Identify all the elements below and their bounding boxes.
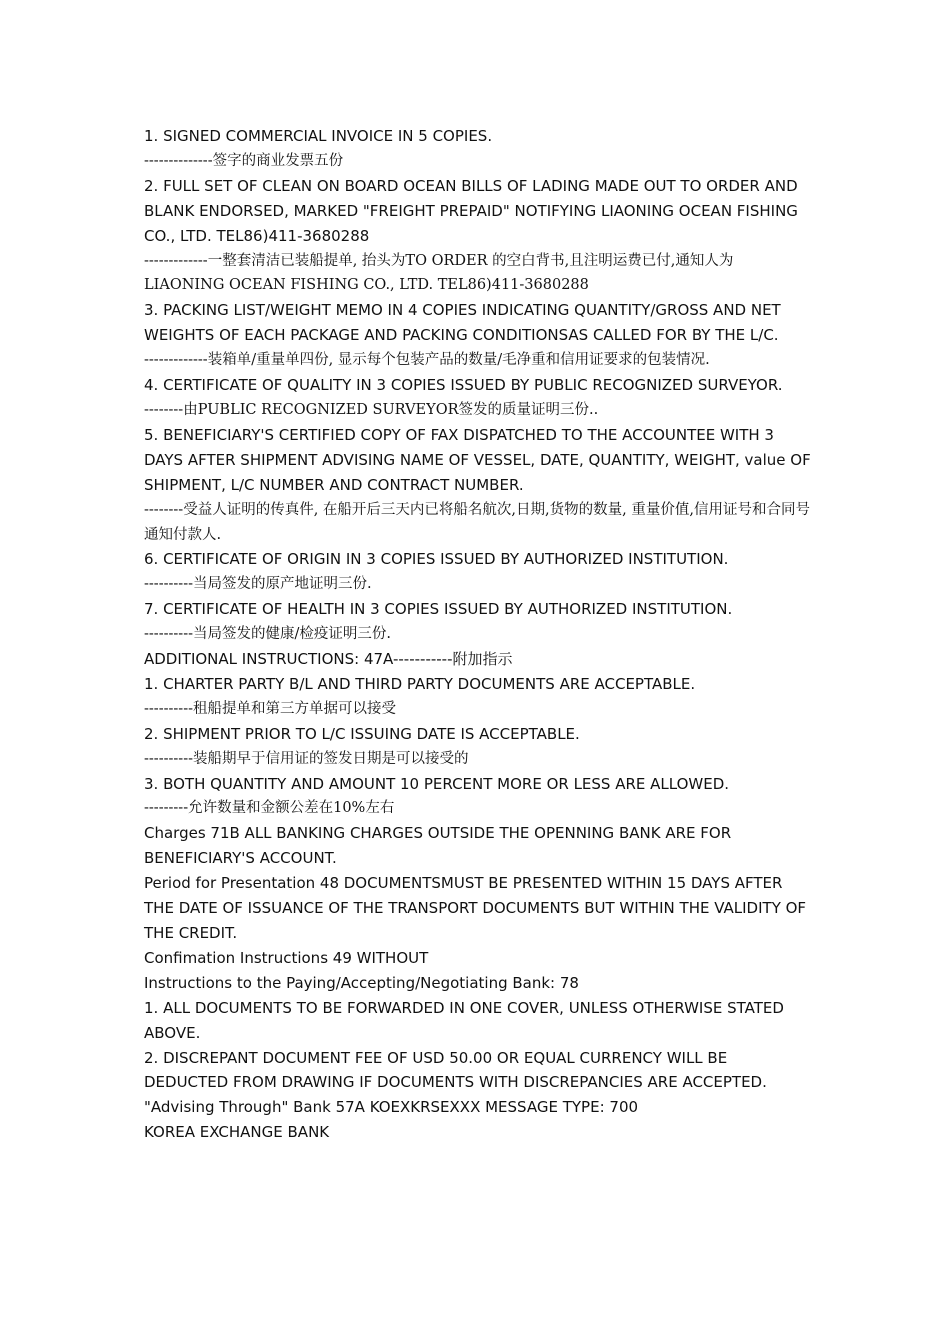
doc-line: 5. BENEFICIARY'S CERTIFIED COPY OF FAX DISPATCHED TO THE ACCOUNTEE WITH 3 DAYS AFTER SHIPMENT ADVISING NAME OF VESSEL, DATE, QUANTITY, WEIGHT, value OF SHIPMENT, L/C NUMBER AND CONTRACT NUMBER.: [144, 425, 811, 494]
doc-line-translation: ----------当局签发的健康/检疫证明三份.: [144, 626, 391, 643]
doc-line: "Advising Through" Bank 57A KOEXKRSEXXX MESSAGE TYPE: 700: [144, 1098, 639, 1117]
doc-line-translation: -------------装箱单/重量单四份, 显示每个包装产品的数量/毛净重和信用证要求的包装情况.: [144, 352, 710, 369]
doc-line: 1. ALL DOCUMENTS TO BE FORWARDED IN ONE COVER, UNLESS OTHERWISE STATED ABOVE.: [144, 998, 784, 1042]
doc-line: 2. FULL SET OF CLEAN ON BOARD OCEAN BILLS OF LADING MADE OUT TO ORDER AND BLANK ENDORSED, MARKED "FREIGHT PREPAID" NOTIFYING LIAONING OCEAN FISHING CO., LTD. TEL86)411-3680288: [144, 176, 798, 245]
doc-line-translation: -------------一整套清洁已装船提单, 抬头为TO ORDER 的空白背书,且注明运费已付,通知人为LIAONING OCEAN FISHING CO., LTD. TEL86)411-3680288: [144, 252, 734, 294]
doc-line: 4. CERTIFICATE OF QUALITY IN 3 COPIES ISSUED BY PUBLIC RECOGNIZED SURVEYOR.: [144, 376, 783, 395]
doc-line: 2. SHIPMENT PRIOR TO L/C ISSUING DATE IS ACCEPTABLE.: [144, 724, 580, 743]
doc-line-translation: --------由PUBLIC RECOGNIZED SURVEYOR签发的质量证明三份..: [144, 401, 599, 418]
doc-line: 3. PACKING LIST/WEIGHT MEMO IN 4 COPIES INDICATING QUANTITY/GROSS AND NET WEIGHTS OF EACH PACKAGE AND PACKING CONDITIONSAS CALLED FOR BY THE L/C.: [144, 301, 781, 345]
doc-line: 6. CERTIFICATE OF ORIGIN IN 3 COPIES ISSUED BY AUTHORIZED INSTITUTION.: [144, 550, 729, 569]
doc-line: 2. DISCREPANT DOCUMENT FEE OF USD 50.00 OR EQUAL CURRENCY WILL BE DEDUCTED FROM DRAWING IF DOCUMENTS WITH DISCREPANCIES ARE ACCEPTED.: [144, 1048, 767, 1092]
doc-line-translation: ----------当局签发的原产地证明三份.: [144, 576, 372, 593]
doc-line: Period for Presentation 48 DOCUMENTSMUST BE PRESENTED WITHIN 15 DAYS AFTER THE DATE OF ISSUANCE OF THE TRANSPORT DOCUMENTS BUT WITHIN THE VALIDITY OF THE CREDIT.: [144, 874, 807, 942]
section-heading: ADDITIONAL INSTRUCTIONS: 47A-----------附加指示: [144, 650, 513, 669]
doc-line: 3. BOTH QUANTITY AND AMOUNT 10 PERCENT MORE OR LESS ARE ALLOWED.: [144, 774, 730, 793]
doc-line-translation: --------------签字的商业发票五份: [144, 152, 344, 169]
doc-line-translation: --------受益人证明的传真件, 在船开后三天内已将船名航次,日期,货物的数量, 重量价值,信用证号和合同号通知付款人.: [144, 501, 810, 543]
doc-line: 1. CHARTER PARTY B/L AND THIRD PARTY DOCUMENTS ARE ACCEPTABLE.: [144, 674, 696, 693]
doc-line-translation: ----------租船提单和第三方单据可以接受: [144, 700, 396, 717]
doc-line: 7. CERTIFICATE OF HEALTH IN 3 COPIES ISSUED BY AUTHORIZED INSTITUTION.: [144, 600, 733, 619]
doc-line: Confimation Instructions 49 WITHOUT: [144, 948, 429, 967]
document-body: [144, 124, 812, 1145]
doc-line-translation: ----------装船期早于信用证的签发日期是可以接受的: [144, 750, 469, 767]
doc-line: Instructions to the Paying/Accepting/Negotiating Bank: 78: [144, 973, 579, 992]
doc-line: Charges 71B ALL BANKING CHARGES OUTSIDE THE OPENNING BANK ARE FOR BENEFICIARY'S ACCOUNT.: [144, 824, 732, 868]
doc-line: 1. SIGNED COMMERCIAL INVOICE IN 5 COPIES.: [144, 127, 493, 145]
doc-line: KOREA EXCHANGE BANK: [144, 1123, 330, 1142]
doc-line-translation: ---------允许数量和金额公差在10%左右: [144, 800, 395, 817]
